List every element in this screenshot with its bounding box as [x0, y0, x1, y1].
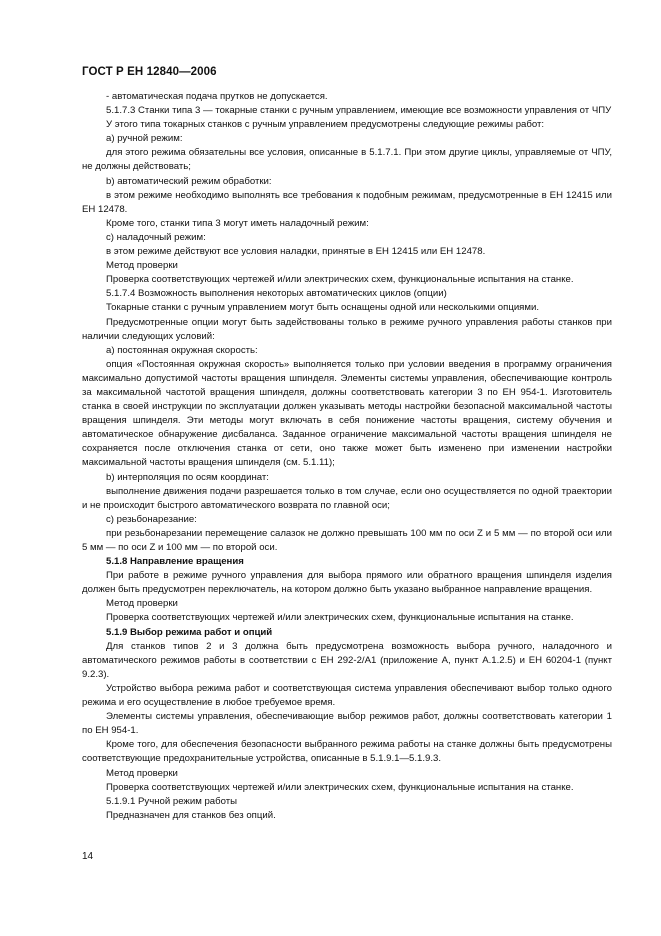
paragraph: Предназначен для станков без опций.	[106, 809, 276, 821]
paragraph: 5.1.7.4 Возможность выполнения некоторых автоматических циклов (опции)	[106, 288, 447, 300]
paragraph: Элементы системы управления, обеспечивающие выбор режимов работ, должны соответствовать категории 1 по ЕН 954-1.	[82, 711, 612, 737]
paragraph: а) ручной режим:	[106, 133, 183, 145]
paragraph: Кроме того, для обеспечения безопасности выбранного режима работы на станке должны быть предусмотрены соответствующие предохранительные устройства, описанные в 5.1.9.1—5.1.9.3.	[82, 739, 612, 765]
paragraph: Для станков типов 2 и 3 должна быть предусмотрена возможность выбора ручного, наладочного и автоматического режимов работы в соответствии с ЕН 292-2/А1 (приложение А, пункт А.1.2.5) и ЕН 60204-1 (пункт 9.2.3).	[82, 640, 612, 680]
paragraph: а) постоянная окружная скорость:	[106, 344, 258, 356]
document-header: ГОСТ Р ЕН 12840—2006	[82, 66, 217, 78]
paragraph: Токарные станки с ручным управлением могут быть оснащены одной или несколькими опциями.	[106, 302, 540, 314]
paragraph: Проверка соответствующих чертежей и/или электрических схем, функциональные испытания на станке.	[106, 274, 574, 286]
page-number: 14	[82, 851, 94, 862]
paragraph: при резьбонарезании перемещение салазок не должно превышать 100 мм по оси Z и 5 мм — по второй оси или 5 мм — по оси Z и 100 мм — по второй оси.	[82, 527, 612, 553]
section-heading: 5.1.9 Выбор режима работ и опций	[106, 626, 273, 638]
paragraph: b) интерполяция по осям координат:	[106, 471, 269, 483]
paragraph: У этого типа токарных станков с ручным управлением предусмотрены следующие режимы работ:	[106, 119, 545, 131]
paragraph: 5.1.9.1 Ручной режим работы	[106, 795, 238, 807]
paragraph: с) резьбонарезание:	[106, 513, 197, 525]
paragraph: - автоматическая подача прутков не допускается.	[106, 91, 328, 102]
paragraph: с) наладочный режим:	[106, 231, 206, 243]
paragraph: опция «Постоянная окружная скорость» выполняется только при условии введения в программу ограничения максимально допустимой частоты вращения шпинделя. Элементы системы управления, обеспечивающие контроль за максимальной частотой вращения шпинделя, должны соответствовать категории 3 по ЕН 954-1. Изготовитель станка в своей инструкции по эксплуатации должен указывать методы настройки безопасной максимальной частоты вращения шпинделя. Эти методы могут включать в себя понижение частоты вращения, систему обучения и автоматическое обнаружение дисбаланса. Заданное ограничение максимальной частоты вращения шпинделя не сохраняется после отключения станка от сети, оно также может быть изменено при изменении настройки максимальной частоты вращения шпинделя (см. 5.1.11);	[82, 358, 612, 469]
paragraph: Метод проверки	[106, 598, 178, 610]
paragraph: b) автоматический режим обработки:	[106, 175, 272, 187]
paragraph: Проверка соответствующих чертежей и/или электрических схем, функциональные испытания на станке.	[106, 612, 574, 624]
paragraph: Проверка соответствующих чертежей и/или электрических схем, функциональные испытания на станке.	[106, 781, 574, 793]
paragraph: Метод проверки	[106, 767, 178, 779]
section-heading: 5.1.8 Направление вращения	[106, 556, 244, 568]
paragraph: Предусмотренные опции могут быть задействованы только в режиме ручного управления работы станков при наличии следующих условий:	[82, 316, 612, 342]
paragraph: Устройство выбора режима работ и соответствующая система управления обеспечивают выбор только одного режима и его осуществление в любое требуемое время.	[82, 682, 612, 709]
paragraph: При работе в режиме ручного управления для выбора прямого или обратного вращения шпинделя изделия должен быть предусмотрен переключатель, на котором должно быть указано выбранное направление вращения.	[82, 570, 612, 596]
paragraph: 5.1.7.3 Станки типа 3 — токарные станки с ручным управлением, имеющие все возможности управления от ЧПУ	[106, 105, 612, 117]
paragraph: Кроме того, станки типа 3 могут иметь наладочный режим:	[106, 217, 369, 229]
paragraph: выполнение движения подачи разрешается только в том случае, если оно осуществляется по одной траектории и не происходит быстрого автоматического возврата по главной оси;	[82, 485, 612, 511]
paragraph: в этом режиме необходимо выполнять все требования к подобным режимам, предусмотренные в ЕН 12415 или ЕН 12478.	[82, 189, 612, 215]
paragraph: Метод проверки	[106, 260, 178, 272]
paragraph: в этом режиме действуют все условия наладки, принятые в ЕН 12415 или ЕН 12478.	[106, 246, 486, 258]
paragraph: для этого режима обязательны все условия, описанные в 5.1.7.1. При этом другие циклы, управляемые от ЧПУ, не должны действовать;	[82, 147, 612, 173]
document-body	[82, 90, 612, 823]
